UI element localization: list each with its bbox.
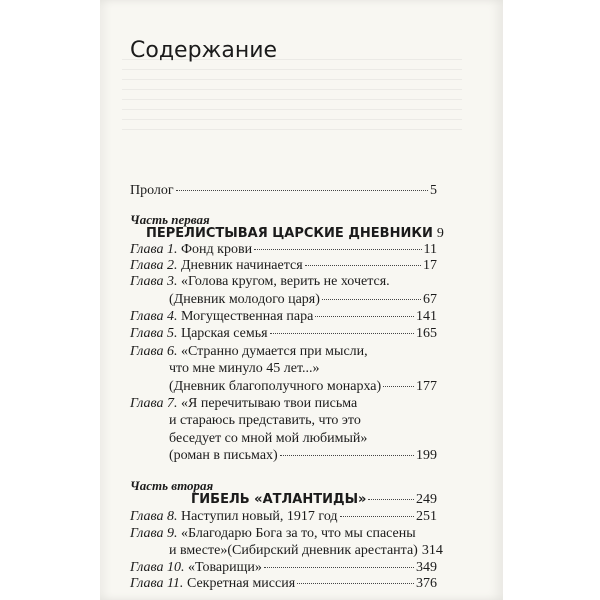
entry-page: 11 — [423, 242, 437, 257]
part-label: Часть первая — [130, 212, 210, 227]
chapter-number: Глава 1. — [130, 242, 178, 257]
chapter-number: Глава 6. — [130, 344, 178, 359]
chapter-number: Глава 10. — [130, 560, 185, 575]
toc-entry-prologue — [130, 183, 437, 201]
chapter-number: Глава 3. — [130, 274, 178, 289]
toc-entry-chapter-6-cont — [169, 379, 437, 397]
chapter-number: Глава 8. — [130, 509, 178, 524]
entry-page: 314 — [421, 543, 443, 558]
toc-entry-chapter-6 — [130, 344, 437, 362]
chapter-title-line: (Дневник благополучного монарха) — [169, 379, 382, 394]
entry-page: 376 — [416, 576, 437, 591]
dot-leader — [305, 265, 421, 266]
chapter-title-line: и вместе»(Сибирский дневник арестанта) — [169, 543, 418, 558]
chapter-title-line: (Дневник молодого царя) — [169, 292, 320, 307]
chapter-title: Секретная миссия — [186, 576, 296, 591]
dot-leader — [315, 316, 414, 317]
chapter-title: «Благодарю Бога за то, что мы спасены — [180, 526, 416, 541]
part-title: ПЕРЕЛИСТЫВАЯ ЦАРСКИЕ ДНЕВНИКИ — [146, 226, 433, 241]
toc-entry-chapter-11 — [130, 576, 437, 594]
dot-leader — [280, 455, 414, 456]
book-page — [100, 0, 503, 600]
page-title: Содержание — [130, 38, 278, 63]
entry-page: 17 — [423, 258, 437, 273]
entry-page: 177 — [416, 379, 437, 394]
chapter-title: Фонд крови — [180, 242, 253, 257]
entry-page: 9 — [436, 226, 444, 241]
chapter-title: «Странно думается при мысли, — [180, 344, 368, 359]
entry-label: Пролог — [130, 183, 174, 198]
chapter-title: «Голова кругом, верить не хочется. — [180, 274, 390, 289]
dot-leader — [264, 567, 414, 568]
chapter-title-line: беседует со мной мой любимый» — [169, 431, 368, 446]
dot-leader — [297, 583, 414, 584]
chapter-title: Дневник начинается — [180, 258, 303, 273]
toc-entry-chapter-7-cont — [169, 448, 437, 466]
chapter-title: Царская семья — [180, 326, 268, 341]
part-title: ГИБЕЛЬ «АТЛАНТИДЫ» — [191, 492, 367, 507]
toc-entry-part-2 — [191, 492, 437, 510]
dot-leader — [176, 190, 428, 191]
chapter-title: Наступил новый, 1917 год — [180, 509, 338, 524]
dot-leader — [383, 386, 414, 387]
toc-entry-chapter-3 — [130, 274, 437, 292]
toc-entry-chapter-4 — [130, 309, 437, 327]
entry-page: 165 — [416, 326, 437, 341]
toc-entry-chapter-3-cont — [169, 292, 437, 310]
chapter-number: Глава 5. — [130, 326, 178, 341]
entry-page: 141 — [416, 309, 437, 324]
chapter-number: Глава 2. — [130, 258, 178, 273]
toc-entry-chapter-9-cont — [169, 543, 443, 561]
chapter-title-line: что мне минуло 45 лет...» — [169, 361, 320, 376]
entry-page: 349 — [416, 560, 437, 575]
part-label: Часть вторая — [130, 478, 214, 493]
entry-page: 249 — [416, 492, 437, 507]
chapter-number: Глава 7. — [130, 396, 178, 411]
entry-page: 67 — [423, 292, 437, 307]
dot-leader — [340, 516, 414, 517]
chapter-title-line: и стараюсь представить, что это — [169, 413, 361, 428]
chapter-number: Глава 9. — [130, 526, 178, 541]
chapter-title: «Товарищи» — [187, 560, 262, 575]
dot-leader — [254, 249, 421, 250]
entry-page: 199 — [416, 448, 437, 463]
entry-page: 251 — [416, 509, 437, 524]
chapter-title: «Я перечитываю твои письма — [180, 396, 358, 411]
table-of-contents — [100, 0, 503, 600]
dot-leader — [270, 333, 414, 334]
chapter-number: Глава 4. — [130, 309, 178, 324]
chapter-title-line: (роман в письмах) — [169, 448, 278, 463]
toc-entry-chapter-8 — [130, 509, 437, 527]
dot-leader — [322, 299, 421, 300]
toc-entry-chapter-7 — [130, 396, 437, 414]
toc-entry-chapter-5 — [130, 326, 437, 344]
chapter-title: Могущественная пара — [180, 309, 314, 324]
toc-entry-chapter-9 — [130, 526, 437, 544]
dot-leader — [368, 499, 414, 500]
entry-page: 5 — [430, 183, 437, 198]
chapter-number: Глава 11. — [130, 576, 184, 591]
